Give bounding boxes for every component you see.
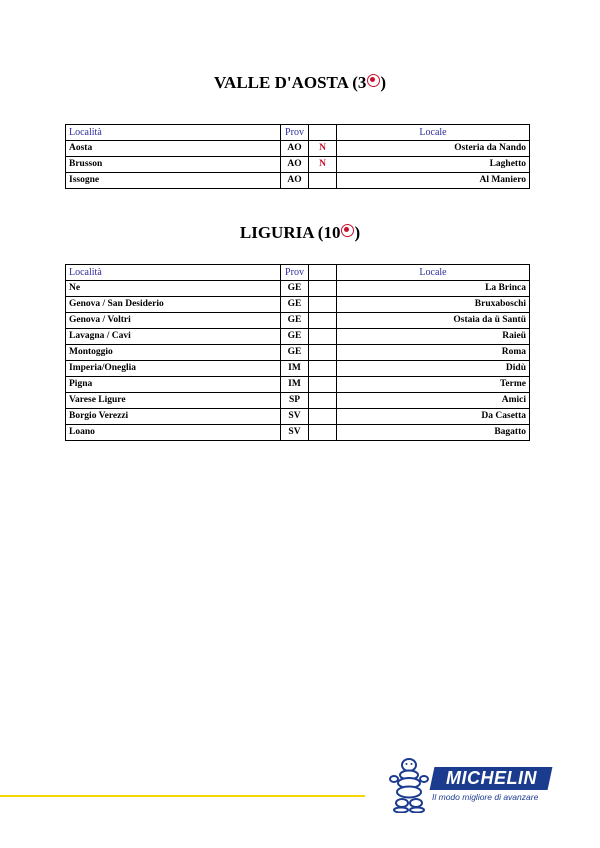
header-prov: Prov (281, 125, 309, 141)
table-row (66, 409, 530, 425)
table-row (66, 425, 530, 441)
cell-prov: IM (281, 361, 309, 377)
cell-localita: Varese Ligure (66, 393, 281, 409)
cell-prov: AO (281, 141, 309, 157)
cell-prov: IM (281, 377, 309, 393)
cell-flag: N (309, 141, 337, 157)
header-prov: Prov (281, 265, 309, 281)
header-locale: Locale (337, 265, 530, 281)
bibendum-icon (388, 757, 430, 813)
section-title-valle-daosta (0, 73, 600, 93)
table-row (66, 297, 530, 313)
header-flag (309, 125, 337, 141)
table-row (66, 313, 530, 329)
table-header-row (66, 265, 530, 281)
cell-localita: Montoggio (66, 345, 281, 361)
cell-locale: Bruxaboschi (337, 297, 530, 313)
table-row (66, 345, 530, 361)
table-row (66, 157, 530, 173)
cell-locale: Bagatto (337, 425, 530, 441)
brand-tagline: Il modo migliore di avanzare (432, 792, 539, 802)
cell-locale: Al Maniero (337, 173, 530, 189)
table-row (66, 393, 530, 409)
cell-flag (309, 361, 337, 377)
cell-locale: Ostaia da ü Santü (337, 313, 530, 329)
cell-locale: Didù (337, 361, 530, 377)
header-flag (309, 265, 337, 281)
header-locale: Locale (337, 125, 530, 141)
cell-prov: SP (281, 393, 309, 409)
cell-prov: GE (281, 297, 309, 313)
cell-localita: Issogne (66, 173, 281, 189)
brand-name: MICHELIN (430, 767, 553, 790)
cell-flag (309, 281, 337, 297)
table-row (66, 173, 530, 189)
cell-localita: Genova / Voltri (66, 313, 281, 329)
cell-localita: Ne (66, 281, 281, 297)
cell-locale: La Brinca (337, 281, 530, 297)
cell-locale: Roma (337, 345, 530, 361)
michelin-logo (386, 757, 556, 813)
cell-locale: Amici (337, 393, 530, 409)
cell-flag (309, 409, 337, 425)
cell-prov: AO (281, 173, 309, 189)
cell-locale: Terme (337, 377, 530, 393)
bib-gourmand-icon (367, 74, 380, 87)
cell-flag (309, 313, 337, 329)
table-row (66, 377, 530, 393)
cell-localita: Genova / San Desiderio (66, 297, 281, 313)
cell-localita: Borgio Verezzi (66, 409, 281, 425)
cell-prov: AO (281, 157, 309, 173)
section-title-close: ) (380, 73, 387, 92)
cell-localita: Brusson (66, 157, 281, 173)
cell-flag (309, 393, 337, 409)
section-title-liguria (0, 223, 600, 243)
cell-prov: SV (281, 425, 309, 441)
cell-flag (309, 329, 337, 345)
header-localita: Località (66, 125, 281, 141)
cell-flag (309, 173, 337, 189)
cell-flag (309, 425, 337, 441)
section-title-text: LIGURIA (10 (239, 223, 341, 242)
cell-prov: GE (281, 345, 309, 361)
cell-prov: GE (281, 329, 309, 345)
cell-localita: Loano (66, 425, 281, 441)
header-localita: Località (66, 265, 281, 281)
cell-locale: Da Casetta (337, 409, 530, 425)
cell-flag (309, 297, 337, 313)
table-liguria (65, 264, 530, 441)
footer-yellow-line (0, 795, 365, 797)
cell-localita: Imperia/Oneglia (66, 361, 281, 377)
section-title-text: VALLE D'AOSTA (3 (213, 73, 367, 92)
cell-localita: Pigna (66, 377, 281, 393)
bib-gourmand-icon (341, 224, 354, 237)
cell-prov: GE (281, 313, 309, 329)
table-row (66, 141, 530, 157)
section-title-close: ) (354, 223, 361, 242)
cell-prov: SV (281, 409, 309, 425)
cell-flag: N (309, 157, 337, 173)
cell-flag (309, 377, 337, 393)
cell-locale: Osteria da Nando (337, 141, 530, 157)
cell-locale: Laghetto (337, 157, 530, 173)
cell-localita: Aosta (66, 141, 281, 157)
cell-locale: Raieü (337, 329, 530, 345)
table-header-row (66, 125, 530, 141)
cell-prov: GE (281, 281, 309, 297)
table-row (66, 361, 530, 377)
table-row (66, 329, 530, 345)
cell-flag (309, 345, 337, 361)
table-valle-daosta (65, 124, 530, 189)
table-row (66, 281, 530, 297)
cell-localita: Lavagna / Cavi (66, 329, 281, 345)
